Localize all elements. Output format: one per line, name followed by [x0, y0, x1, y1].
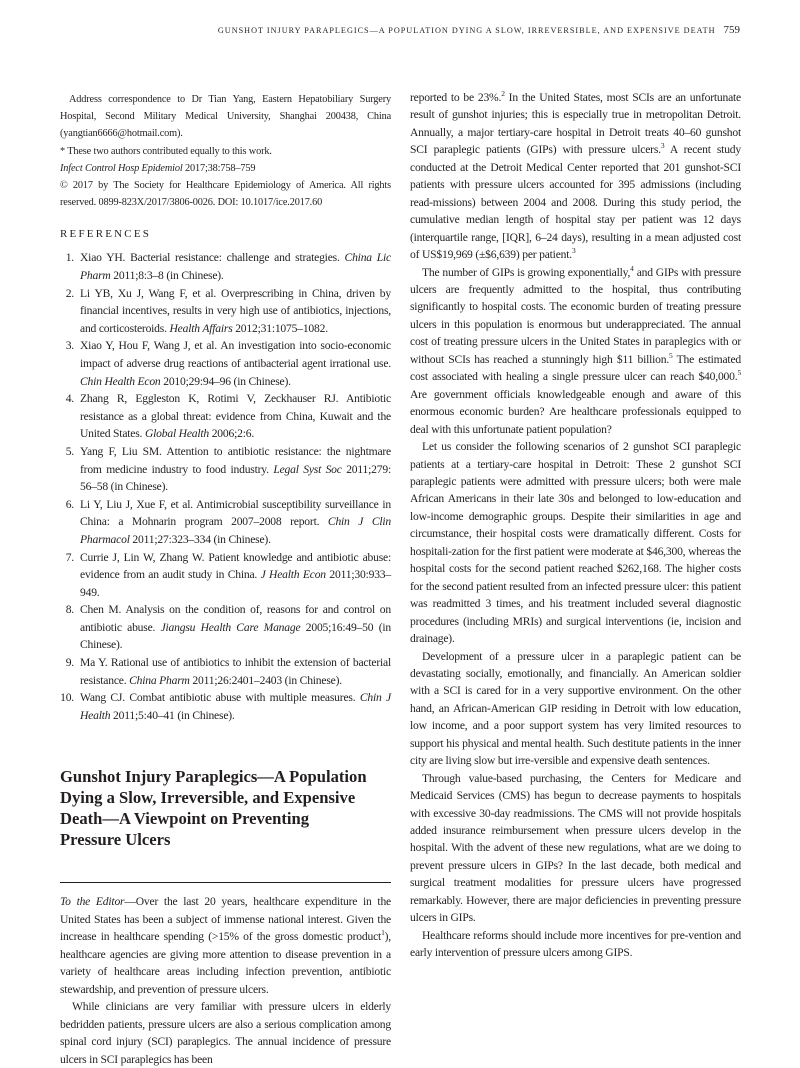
page-number: 759: [723, 24, 740, 36]
text-segment: Are government officials knowledgeable enough and aware of this enormous economic burden? Are healthcare professionals equipped to deal with this unfortunate patient population?: [410, 387, 741, 436]
paragraph: [410, 927, 741, 962]
text-segment: Through value-based purchasing, the Centers for Medicare and Medicaid Services (CMS) has begun to decrease payments to hospitals with excessive 30-day readmissions. The CMS will not provide hospitals added insurance reimbursement when pressure ulcers develop in the hospital. With the advent of these new regulations, what are we doing to prevent pressure ulcers in GIPs? In the last decade, both medical and surgical treatment modalities for pressure ulcers have progressed remarkably. However, there are major deficiencies in preventing pressure ulcers in GIPs.: [410, 771, 741, 925]
text-segment: Wang CJ. Combat antibiotic abuse with multiple measures.: [80, 691, 360, 705]
reference-number: 6.: [65, 497, 74, 511]
text-segment: and GIPs with pressure ulcers are frequently admitted to the hospital, thus contributing significantly to hospital costs. The economic burden of treating pressure ulcers in this population is enormous but underappreciated. The annual cost of treating pressure ulcers in the United States in paraplegics with or without SCIs has reached a stunningly high $11 billion.: [410, 265, 741, 366]
italic-text: China Pharm: [129, 673, 190, 687]
italic-text: Jiangsu Health Care Manage: [160, 620, 301, 634]
reference-number: 2.: [65, 286, 74, 300]
reference-item: [62, 390, 391, 443]
title-line: Gunshot Injury Paraplegics—A Population: [60, 767, 367, 787]
italic-text: Legal Syst Soc: [273, 462, 342, 476]
paragraph: [60, 998, 391, 1068]
paragraph: [410, 438, 741, 647]
citation-superscript: 3: [660, 141, 665, 151]
title-divider: [60, 882, 391, 883]
title-line: Death—A Viewpoint on Preventing: [60, 809, 310, 829]
references-heading: REFERENCES: [60, 228, 152, 241]
reference-number: 3.: [65, 339, 74, 353]
text-segment: 2011;5:40–41 (in Chinese).: [110, 708, 235, 722]
text-segment: Development of a pressure ulcer in a paraplegic patient can be devastating socially, emotionally, and financially. An American soldier with a SCI is cared for in a very supportive environment. On the other hand, an African-American GIP residing in Detroit with low education, low income, and a poor support system has very limited resources to support his physical and mental health. Such destitute patients in the inner city are living slow but irre-versible and expensive death sentences.: [410, 649, 741, 768]
text-segment: —Over the last 20 years, healthcare expenditure in the United States has been a subject of immense national interest. Given the increase in healthcare spending (>15% of the gross domestic product: [60, 895, 391, 944]
text-segment: A recent study conducted at the Detroit Medical Center reported that 201 gunshot-SCI patients with pressure ulcers accounted for 395 admissions (including read-missions) between 2004 and 2008. During this study period, the cumulative median length of hospital stay per patient was 12 days (interquartile range, [IQR], 6–24 days), resulting in a mean adjusted cost of US$19,969 (±$6,639) per patient.: [410, 143, 741, 262]
reference-number: 7.: [65, 550, 74, 564]
text-segment: Chen M. Analysis on the condition of, reasons for and control on antibiotic abuse.: [80, 603, 391, 634]
italic-text: Chin Health Econ: [80, 374, 161, 388]
text-segment: Zhang R, Eggleston K, Rotimi V, Zeckhauser RJ. Antibiotic resistance as a global threat: evidence from China, Kuwait and the United States.: [80, 392, 391, 441]
reference-item: [62, 654, 391, 689]
reference-item: [62, 549, 391, 602]
text-segment: 2011;30:933–949.: [80, 568, 391, 599]
reference-number: 5.: [65, 444, 74, 458]
italic-text: Global Health: [144, 427, 210, 441]
text-segment: 2011;8:3–8 (in Chinese).: [110, 269, 224, 283]
text-segment: reported to be 23%.: [410, 91, 502, 104]
text-segment: 2011;27:323–334 (in Chinese).: [129, 532, 271, 546]
title-line: Pressure Ulcers: [60, 830, 171, 850]
reference-item: [62, 285, 391, 338]
citation-superscript: 3: [571, 246, 576, 256]
reference-number: 8.: [65, 603, 74, 617]
article-title: [60, 766, 391, 850]
text-segment: While clinicians are very familiar with pressure ulcers in elderly bedridden patients, pressure ulcers are also a serious complication among spinal cord injury (SCI) paraplegics. The annual incidence of pressure ulcers in SCI paraplegics has been: [60, 1000, 391, 1066]
text-segment: The estimated cost associated with healing a single pressure ulcer can reach $40,000.: [410, 352, 741, 384]
text-segment: In the United States, most SCIs are an unfortunate result of gunshot injuries; this is especially true in metropolitan Detroit. Annually, a major tertiary-care hospital in Detroit treats 40–60 gunshot SCI paraplegic patients (GIPs) with pressure ulcers.: [410, 91, 741, 157]
text-segment: * These two authors contributed equally to this work.: [60, 145, 272, 157]
letter-body-left: [60, 893, 391, 1068]
citation-superscript: 1: [381, 928, 385, 938]
italic-text: J Health Econ: [260, 568, 326, 582]
paragraph: [60, 893, 391, 998]
text-segment: The number of GIPs is growing exponentially,: [422, 265, 631, 279]
text-segment: Li YB, Xu J, Wang F, et al. Overprescribing in China, driven by financial incentives, results in very high use of antibiotics, injections, and corticosteroids.: [80, 286, 391, 335]
references-list: [62, 249, 391, 724]
text-segment: 2010;29:94–96 (in Chinese).: [160, 374, 291, 388]
text-segment: Healthcare reforms should include more incentives for pre-vention and early intervention of pressure ulcers among GIPS.: [410, 928, 741, 960]
text-segment: Currie J, Lin W, Zhang W. Patient knowledge and antibiotic abuse: evidence from an audit study in China.: [80, 550, 391, 582]
reference-item: [62, 443, 391, 496]
left-column: [60, 91, 391, 1068]
reference-item: [62, 496, 391, 549]
text-segment: 2011;279: 56–58 (in Chinese).: [80, 462, 391, 494]
address-line: [60, 177, 391, 211]
running-header: [218, 24, 740, 36]
paragraph: [410, 648, 741, 770]
reference-number: 9.: [65, 656, 74, 670]
address-line: [60, 91, 391, 143]
paragraph: [410, 770, 741, 927]
italic-text: Chin J Health: [80, 691, 391, 722]
reference-item: [62, 249, 391, 284]
text-segment: Ma Y. Rational use of antibiotics to inhibit the extension of bacterial resistance.: [80, 656, 391, 687]
text-segment: Xiao Y, Hou F, Wang J, et al. An investigation into socio-economic impact of adverse drug reactions of antibacterial agent irrational use.: [80, 339, 391, 370]
italic-text: China Lic Pharm: [80, 251, 391, 283]
title-line: Dying a Slow, Irreversible, and Expensive: [60, 788, 356, 808]
reference-item: [62, 337, 391, 390]
text-segment: Let us consider the following scenarios of 2 gunshot SCI paraplegic patients at a tertiary-care hospital in Detroit: These 2 gunshot SCI paraplegic patients were admitted with pressure ulcers; both were male African Americans in their late 30s and belonged to low-education and low-income demographic groups. Despite their similarities in age and circumstance, their hospital costs were dramatically different. Costs for hospitali-zation for the first patient were moderate at $46,300, whereas the hospital costs for the second patient reached $262,168. The higher costs for the second patient resulted from an infected pressure ulcer: this patient was readmitted 3 times, and his treatment included several diagnostic procedures (including MRIs) and surgical interventions (ie, incision and drainage).: [410, 440, 741, 646]
letter-body-right: [410, 89, 741, 962]
citation-superscript: 4: [630, 263, 634, 273]
text-segment: 2011;26:2401–2403 (in Chinese).: [189, 673, 342, 687]
text-segment: Address correspondence to Dr Tian Yang, Eastern Hepatobiliary Surgery Hospital, Second Military Medical University, Shanghai 200438, China (yangtian6666@hotmail.com).: [60, 94, 391, 140]
text-segment: 2017;38:758–759: [182, 162, 256, 174]
paragraph: [410, 89, 741, 264]
text-segment: 2006;2:6.: [209, 427, 255, 441]
citation-superscript: 5: [669, 350, 673, 360]
italic-text: Health Affairs: [169, 321, 233, 335]
text-segment: 2012;31:1075–1082.: [232, 321, 328, 335]
citation-superscript: 2: [501, 89, 505, 98]
text-segment: Li Y, Liu J, Xue F, et al. Antimicrobial susceptibility surveillance in China: a Mohnarin program 2007–2008 report.: [80, 497, 391, 529]
reference-number: 1.: [65, 251, 74, 265]
text-segment: ), healthcare agencies are giving more attention to disease prevention in a variety of healthcare areas including infection prevention, antibiotic stewardship, and prevention of pressure ulcers.: [60, 930, 391, 996]
text-segment: 2005;16:49–50 (in Chinese).: [80, 620, 392, 652]
running-title: GUNSHOT INJURY PARAPLEGICS—A POPULATION DYING A SLOW, IRREVERSIBLE, AND EXPENSIVE DEATH: [217, 26, 716, 35]
reference-number: 10.: [60, 691, 74, 705]
italic-text: Chin J Clin Pharmacol: [80, 515, 392, 546]
address-line: [60, 160, 391, 177]
reference-number: 4.: [65, 392, 74, 406]
reference-item: [62, 689, 391, 724]
text-segment: Xiao YH. Bacterial resistance: challenge and strategies.: [80, 251, 345, 265]
italic-text: To the Editor: [60, 895, 125, 909]
text-segment: Yang F, Liu SM. Attention to antibiotic resistance: the nightmare from medicine industry to food industry.: [80, 444, 391, 476]
italic-text: Infect Control Hosp Epidemiol: [60, 162, 183, 174]
correspondence-address: [60, 91, 391, 211]
citation-superscript: 5: [737, 368, 741, 378]
reference-item: [62, 601, 391, 654]
paragraph: [410, 264, 741, 439]
text-segment: © 2017 by The Society for Healthcare Epidemiology of America. All rights reserved. 0899-823X/2017/3806-0026. DOI: 10.1017/ice.2017.60: [60, 180, 391, 209]
address-line: [60, 143, 391, 160]
